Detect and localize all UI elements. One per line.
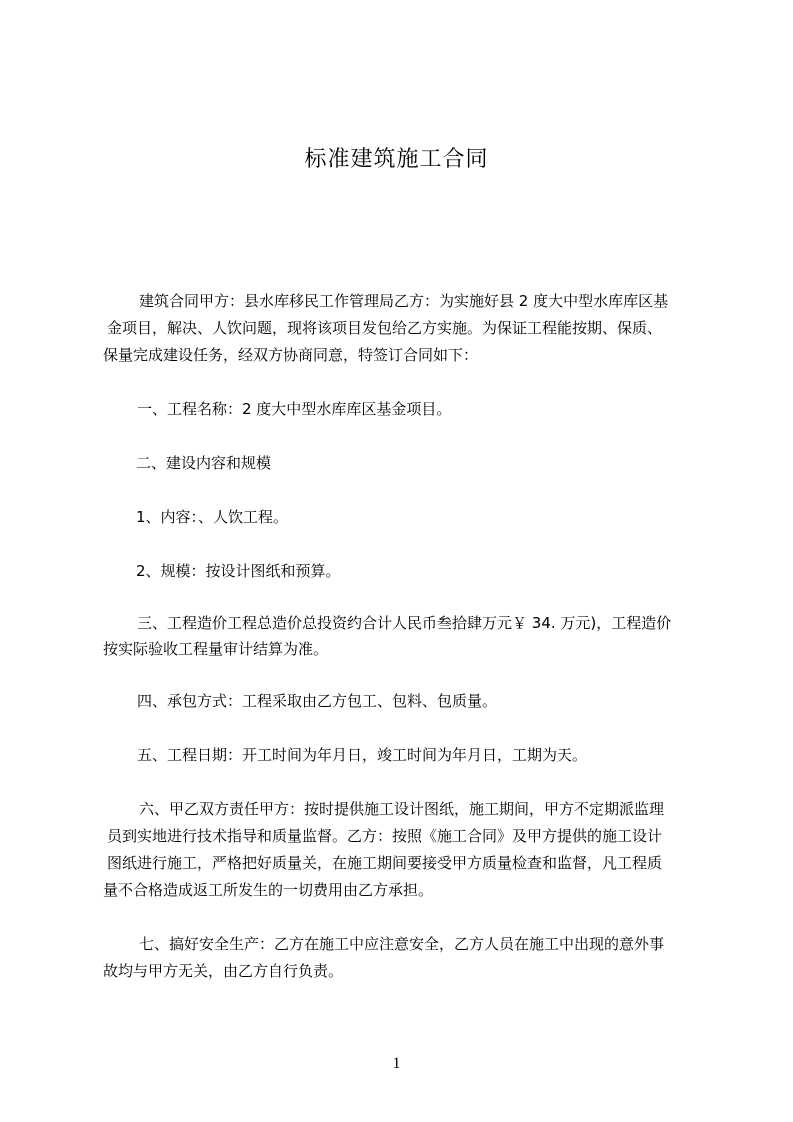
intro-line: 保量完成建设任务，经双方协商同意，特签订合同如下：	[103, 346, 479, 364]
section-scope-content: 1、内容：、人饮工程。	[136, 508, 289, 526]
intro-line: 金项目，解决、人饮问题，现将该项目发包给乙方实施。为保证工程能按期、保质、	[107, 319, 663, 337]
section-safety-line: 故均与甲方无关，由乙方自行负责。	[103, 962, 344, 980]
page-number: 1	[392, 1055, 401, 1072]
document-title: 标准建筑施工合同	[304, 147, 489, 172]
section-responsibilities-line: 图纸进行施工，严格把好质量关，在施工期间要接受甲方质量检查和监督，凡工程质	[107, 854, 663, 872]
section-scope-scale: 2、规模：按设计图纸和预算。	[136, 562, 341, 580]
section-scope-heading: 二、建设内容和规模	[136, 454, 272, 472]
section-safety-line: 七、搞好安全生产：乙方在施工中应注意安全，乙方人员在施工中出现的意外事	[139, 935, 665, 953]
intro-line: 建筑合同甲方：县水库移民工作管理局乙方：为实施好县 2 度大中型水库库区基	[139, 292, 669, 310]
section-contract-mode: 四、承包方式：工程采取由乙方包工、包料、包质量。	[137, 692, 498, 710]
section-responsibilities-line: 量不合格造成返工所发生的一切费用由乙方承担。	[103, 881, 434, 899]
section-responsibilities-line: 六、甲乙双方责任甲方：按时提供施工设计图纸，施工期间，甲方不定期派监理	[139, 800, 665, 818]
section-schedule: 五、工程日期：开工时间为年月日，竣工时间为年月日，工期为天。	[137, 746, 588, 764]
section-cost-line: 三、工程造价工程总造价总投资约合计人民币叁拾肆万元￥ 34. 万元)，工程造价	[137, 614, 672, 632]
section-responsibilities-line: 员到实地进行技术指导和质量监督。乙方：按照《施工合同》及甲方提供的施工设计	[107, 827, 663, 845]
section-cost-line: 按实际验收工程量审计结算为准。	[103, 640, 329, 658]
section-project-name: 一、工程名称：2 度大中型水库库区基金项目。	[137, 400, 452, 418]
